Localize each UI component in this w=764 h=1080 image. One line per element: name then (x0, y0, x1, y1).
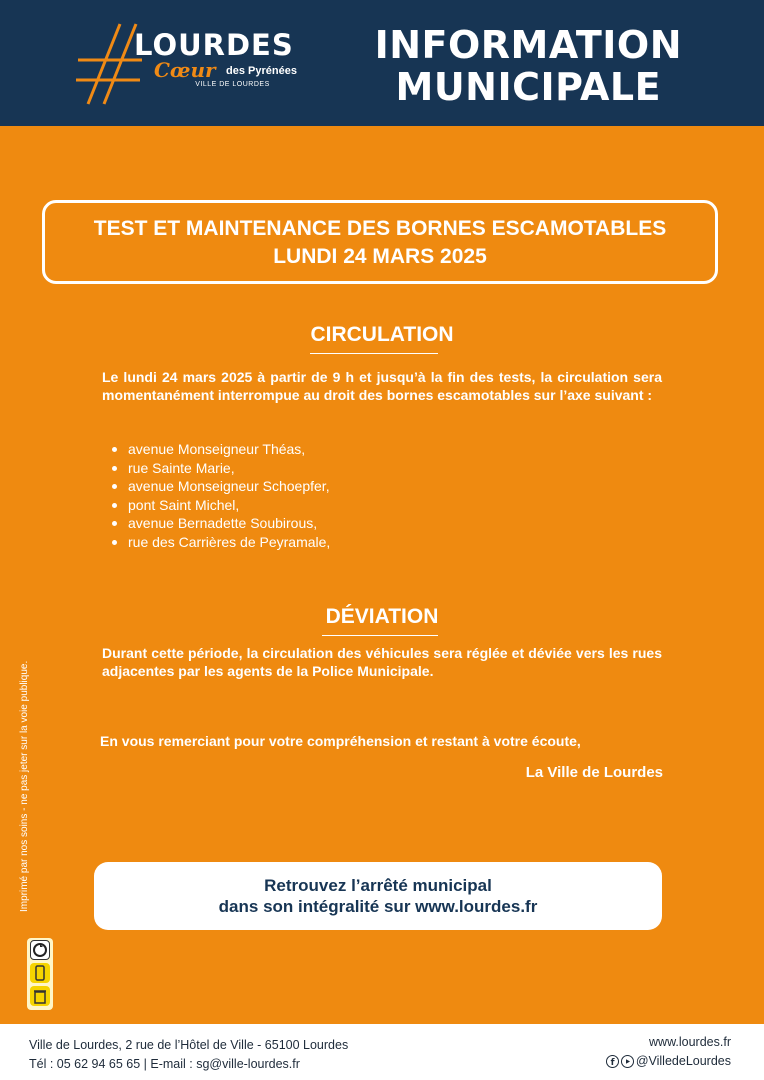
header-banner (0, 0, 764, 126)
notice-title-line2: LUNDI 24 MARS 2025 (273, 245, 487, 268)
list-item: rue Sainte Marie, (102, 459, 330, 478)
street-list (102, 440, 330, 551)
footer-phone-email: Tél : 05 62 94 65 65 | E-mail : sg@ville-lourdes.fr (29, 1057, 300, 1071)
decree-callout-line1: Retrouvez l’arrêté municipal (264, 876, 492, 895)
notice-title-line1: TEST ET MAINTENANCE DES BORNES ESCAMOTABLES (93, 217, 667, 240)
facebook-icon (606, 1055, 619, 1068)
deviation-heading: DÉVIATION (325, 605, 439, 628)
logo-ville: VILLE DE LOURDES (195, 81, 270, 88)
eco-badges (27, 938, 53, 1010)
header-title-line2: MUNICIPALE (395, 65, 662, 109)
circulation-text: Le lundi 24 mars 2025 à partir de 9 h et jusqu’à la fin des tests, la circulation sera momentanément interrompue au droit des bornes escamotables sur l’axe suivant : (102, 369, 662, 403)
logo-coeur: Cœur (154, 58, 216, 82)
circulation-underline (310, 353, 438, 354)
header-title (375, 24, 682, 108)
list-item: avenue Bernadette Soubirous, (102, 514, 330, 533)
list-item: avenue Monseigneur Théas, (102, 440, 330, 459)
social-handle-row[interactable] (606, 1052, 731, 1071)
print-notice: Imprimé par nos soins - ne pas jeter sur la voie publique. (19, 660, 30, 912)
list-item: rue des Carrières de Peyramale, (102, 533, 330, 552)
svg-text:f: f (610, 1058, 615, 1069)
lourdes-logo (74, 20, 304, 110)
deviation-text: Durant cette période, la circulation des véhicules sera réglée et déviée vers les rues adjacentes par les agents de la Police Municipale. (102, 645, 662, 679)
trash-bin-icon (30, 986, 50, 1006)
header-title-line1: INFORMATION (374, 23, 682, 67)
decree-callout (94, 862, 662, 930)
footer-contact (29, 1036, 348, 1074)
closing-signature: La Ville de Lourdes (525, 764, 663, 781)
decree-callout-line2: dans son intégralité sur www.lourdes.fr (218, 897, 538, 916)
phone-icon (30, 963, 50, 983)
deviation-underline (322, 635, 438, 636)
footer (0, 1024, 764, 1080)
social-handle: @VilledeLourdes (635, 1054, 731, 1068)
circulation-heading: CIRCULATION (310, 323, 454, 346)
main-content (0, 126, 764, 1024)
footer-links (606, 1033, 731, 1071)
youtube-icon (621, 1055, 634, 1068)
logo-subtitle: des Pyrénées (226, 65, 297, 77)
notice-title-box (42, 200, 718, 284)
website-link[interactable]: www.lourdes.fr (649, 1035, 731, 1049)
list-item: avenue Monseigneur Schoepfer, (102, 477, 330, 496)
recycle-icon (30, 940, 50, 960)
footer-address: Ville de Lourdes, 2 rue de l’Hôtel de Ville - 65100 Lourdes (29, 1038, 349, 1052)
closing-thanks: En vous remerciant pour votre compréhension et restant à votre écoute, (100, 733, 581, 749)
logo-title: LOURDES (134, 28, 294, 62)
list-item: pont Saint Michel, (102, 496, 330, 515)
